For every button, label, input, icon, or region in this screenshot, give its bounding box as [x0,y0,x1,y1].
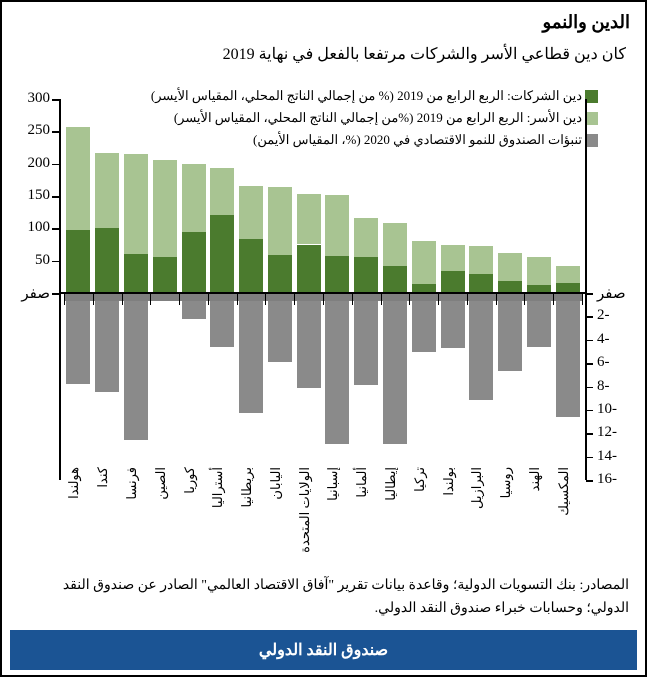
left-axis-tick [52,99,59,101]
right-axis-tick-label: 4- [597,330,610,347]
left-axis-tick-label: 150 [27,187,50,203]
growth-forecast-bar [268,294,292,362]
x-axis-boundary-tick [179,294,180,305]
x-axis-boundary-tick [208,294,209,305]
x-axis-boundary-tick [323,294,324,305]
household-debt-bar [325,195,349,256]
x-axis-category-label: المكسيك [555,467,571,516]
x-axis-boundary-tick [582,294,583,305]
x-axis-category-label: إيطاليا [382,467,398,501]
left-axis-tick-label: 100 [27,219,50,236]
growth-forecast-bar [527,294,551,347]
left-axis-line [59,99,61,480]
household-debt-bar [498,253,522,281]
left-axis-tick [52,131,59,133]
left-axis-tick-label: 250 [27,122,50,139]
left-axis-tick-label: صفر [21,286,50,302]
right-axis-line [585,99,587,480]
household-debt-bar [124,154,148,254]
x-axis-boundary-tick [265,294,266,305]
household-debt-bar [66,127,90,230]
corporate-debt-bar [383,266,407,293]
x-axis-category-label: أستراليا [210,467,226,509]
household-debt-bar [412,241,436,284]
household-debt-bar [210,168,234,216]
growth-forecast-bar [239,294,263,413]
x-axis-boundary-tick [467,294,468,305]
corporate-debt-bar [95,228,119,293]
household-debt-bar [268,187,292,255]
x-axis-boundary-tick [381,294,382,305]
corporate-debt-bar [297,245,321,294]
x-axis-category-label: بولندا [440,467,456,496]
imf-footer-label: صندوق النقد الدولي [258,642,389,659]
household-debt-bar [354,218,378,257]
chart-subtitle: كان دين قطاعي الأسر والشركات مرتفعا بالفعل في نهاية 2019 [222,46,626,63]
x-axis-boundary-tick [496,294,497,305]
corporate-debt-bar [469,274,493,293]
right-axis-tick [586,410,593,412]
corporate-debt-bar [124,254,148,293]
x-axis-boundary-tick [93,294,94,305]
right-axis-tick [586,457,593,459]
x-axis-category-label: اليابان [267,467,283,500]
corporate-debt-bar [268,255,292,293]
right-axis-tick-label: 2- [597,307,610,324]
corporate-debt-bar [66,230,90,293]
right-axis-tick [586,433,593,435]
growth-forecast-bar [124,294,148,440]
x-axis-category-label: الهند [526,467,542,492]
growth-forecast-bar [383,294,407,444]
growth-forecast-bar [66,294,90,384]
left-axis-tick-label: 50 [35,251,50,268]
household-debt-bar [441,245,465,272]
right-axis-tick [586,316,593,318]
x-axis-category-label: بريطانيا [239,467,255,508]
right-axis-tick-label: 16- [597,471,617,487]
x-axis-category-label: الصين [152,467,168,500]
x-axis-boundary-tick [294,294,295,305]
right-axis-tick [586,293,593,295]
right-axis-tick [586,340,593,342]
right-axis-tick-label: صفر [597,286,626,302]
right-axis-tick-label: 12- [597,424,617,441]
imf-footer-bar [10,630,637,670]
left-axis-tick-label: 300 [27,90,50,106]
x-axis-boundary-tick [409,294,410,305]
x-axis-boundary-tick [150,294,151,305]
growth-forecast-bar [210,294,234,347]
right-axis-tick-label: 6- [597,354,610,371]
legend-label: دين الأسر: الربع الرابع من 2019 (%من إجمالي الناتج المحلي، المقياس الأيسر) [173,110,582,125]
household-debt-bar [297,194,321,244]
x-axis-category-label: البرازيل [469,467,485,510]
left-axis-tick [52,293,59,295]
household-debt-bar [469,246,493,274]
left-axis-tick-label: 200 [27,154,50,171]
corporate-debt-bar [153,257,177,293]
x-axis-category-label: روسيا [498,467,514,499]
right-axis-tick-label: 14- [597,447,617,464]
x-axis-category-label: هولندا [66,467,82,499]
household-debt-bar [153,160,177,257]
x-axis-boundary-tick [524,294,525,305]
page-title: الدين والنمو [542,12,630,32]
x-axis-boundary-tick [122,294,123,305]
left-axis-tick [52,228,59,230]
x-axis-boundary-tick [352,294,353,305]
growth-forecast-bar [95,294,119,392]
source-note: المصادر: بنك التسويات الدولية؛ وقاعدة بيانات تقرير "آفاق الاقتصاد العالمي" الصادر عن صندوق النقد الدولي؛ وحسابات خبراء صندوق النقد الدولي. [62,578,629,617]
x-axis-category-label: إسبانيا [325,467,341,501]
right-axis-tick [586,387,593,389]
growth-forecast-bar [297,294,321,388]
x-axis-category-label: ألمانيا [354,467,370,498]
household-debt-bar [239,186,263,238]
growth-forecast-bar [412,294,436,352]
household-debt-bar [527,257,551,285]
corporate-debt-bar [441,271,465,293]
left-axis-tick [52,196,59,198]
legend-label: دين الشركات: الربع الرابع من 2019 (% من إجمالي الناتج المحلي، المقياس الأيسر) [150,88,582,103]
household-debt-bar [383,223,407,267]
right-axis-tick-label: 8- [597,377,610,394]
growth-forecast-bar [354,294,378,385]
corporate-debt-bar [325,256,349,293]
household-debt-bar [556,266,580,283]
household-debt-bar [182,164,206,231]
x-axis-category-label: كندا [95,467,111,488]
x-axis-boundary-tick [553,294,554,305]
left-axis-tick [52,261,59,263]
right-axis-tick-label: 10- [597,400,617,417]
x-axis-category-label: كوريا [181,467,197,494]
right-axis-tick [586,363,593,365]
growth-forecast-bar [325,294,349,444]
legend-label: تنبؤات الصندوق للنمو الاقتصادي في 2020 (%، المقياس الأيمن) [253,132,582,147]
growth-forecast-bar [498,294,522,371]
growth-forecast-bar [441,294,465,348]
x-axis-boundary-tick [237,294,238,305]
x-axis-boundary-tick [64,294,65,305]
corporate-debt-bar [239,239,263,293]
x-axis-category-label: فرنسا [123,467,139,500]
x-axis-boundary-tick [438,294,439,305]
household-debt-bar [95,153,119,228]
corporate-debt-bar [210,215,234,293]
corporate-debt-bar [182,232,206,293]
right-axis-tick [586,480,593,482]
x-axis-category-label: الولايات المتحدة [296,467,312,553]
left-axis-tick [52,164,59,166]
x-axis-category-label: تركيا [411,467,427,492]
corporate-debt-bar [354,257,378,293]
growth-forecast-bar [469,294,493,400]
growth-forecast-bar [556,294,580,417]
